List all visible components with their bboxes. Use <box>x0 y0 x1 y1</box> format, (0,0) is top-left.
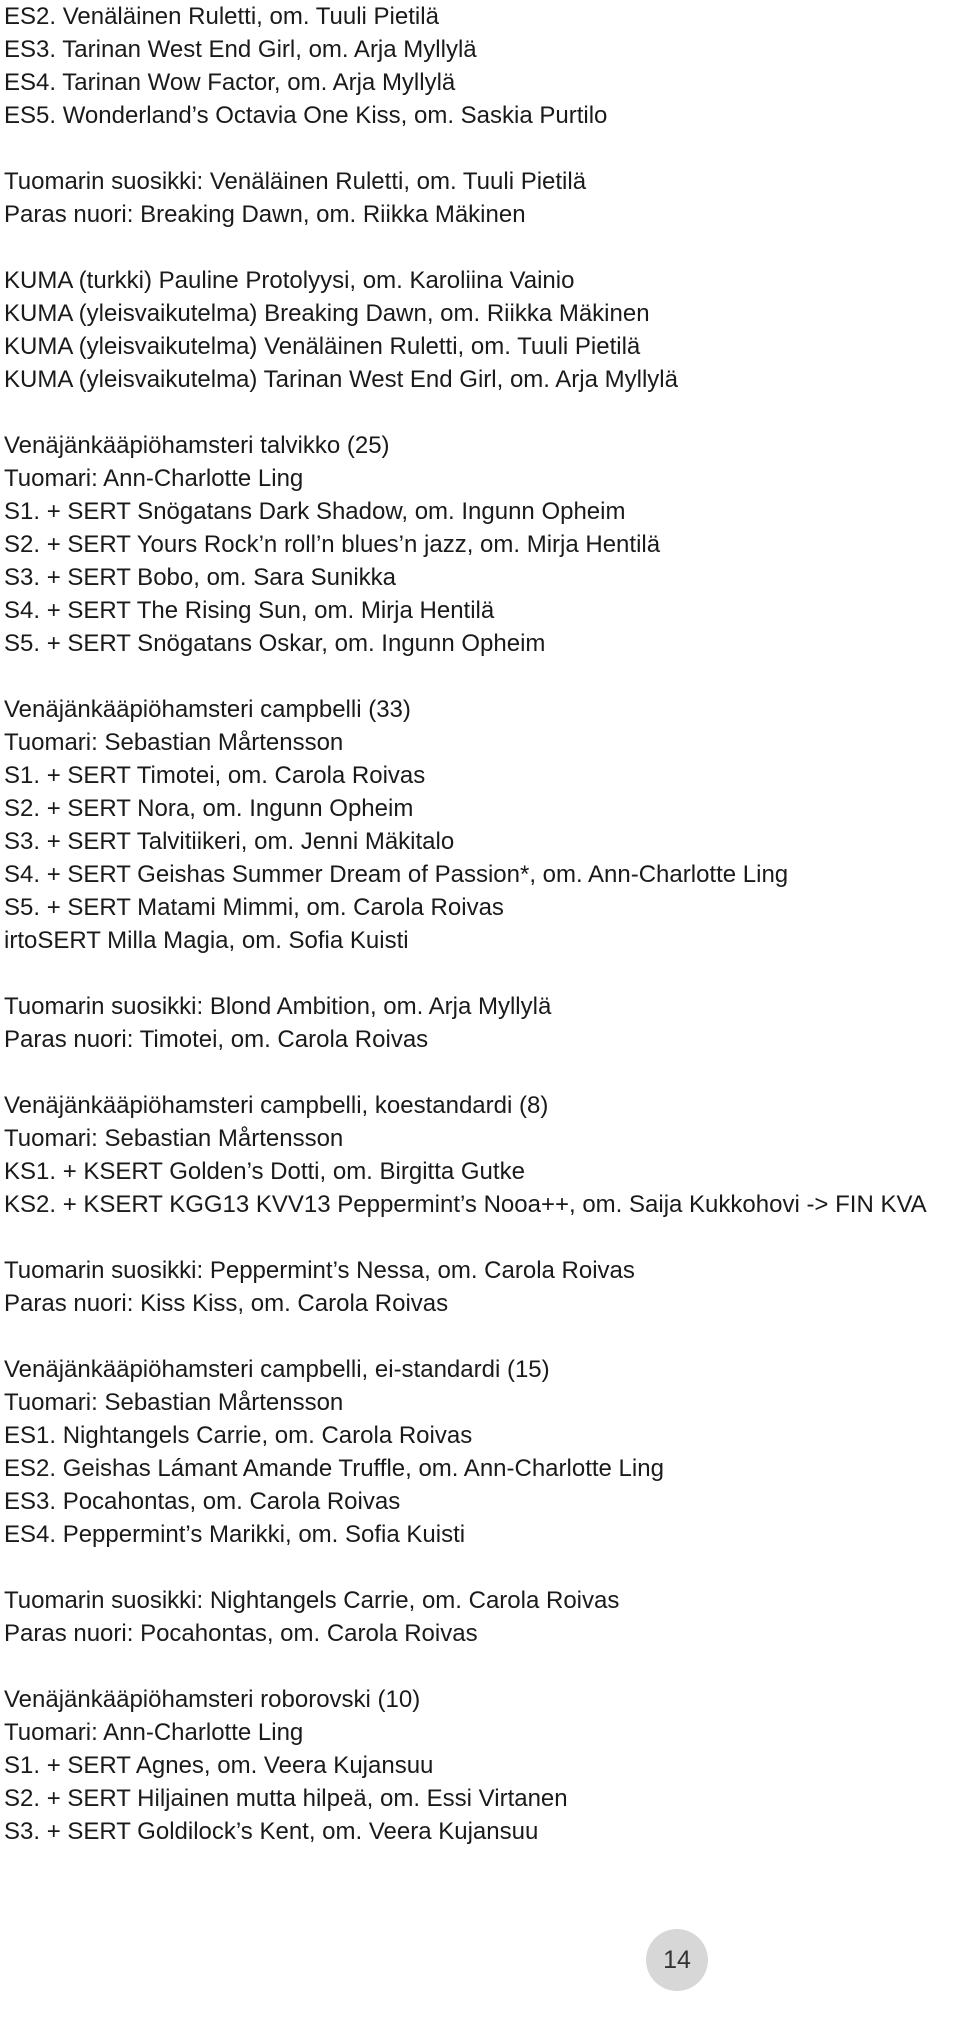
text-line: ES2. Geishas Lámant Amande Truffle, om. Ann-Charlotte Ling <box>4 1455 664 1482</box>
text-line: S2. + SERT Hiljainen mutta hilpeä, om. Essi Virtanen <box>4 1785 568 1812</box>
text-line: S1. + SERT Timotei, om. Carola Roivas <box>4 762 426 789</box>
block-spacer <box>4 957 956 990</box>
result-block <box>4 693 956 957</box>
text-line: S2. + SERT Nora, om. Ingunn Opheim <box>4 795 414 822</box>
text-line: KUMA (yleisvaikutelma) Tarinan West End Girl, om. Arja Myllylä <box>4 366 678 393</box>
text-line: S1. + SERT Snögatans Dark Shadow, om. Ingunn Opheim <box>4 498 626 525</box>
text-line: KUMA (yleisvaikutelma) Venäläinen Ruletti, om. Tuuli Pietilä <box>4 333 641 360</box>
text-line: Paras nuori: Pocahontas, om. Carola Roivas <box>4 1620 478 1647</box>
text-line: ES3. Tarinan West End Girl, om. Arja Myllylä <box>4 36 477 63</box>
block-spacer <box>4 1650 956 1683</box>
page-number-badge: 14 <box>646 1929 708 1991</box>
text-line: ES2. Venäläinen Ruletti, om. Tuuli Pietilä <box>4 3 439 30</box>
text-line: Venäjänkääpiöhamsteri talvikko (25) <box>4 432 390 459</box>
text-line: Tuomarin suosikki: Venäläinen Ruletti, om. Tuuli Pietilä <box>4 168 587 195</box>
text-line: Tuomari: Sebastian Mårtensson <box>4 1125 344 1152</box>
text-line: Tuomari: Ann-Charlotte Ling <box>4 1719 304 1746</box>
text-line: Venäjänkääpiöhamsteri campbelli (33) <box>4 696 411 723</box>
text-line: S3. + SERT Bobo, om. Sara Sunikka <box>4 564 396 591</box>
text-line: KUMA (turkki) Pauline Protolyysi, om. Karoliina Vainio <box>4 267 575 294</box>
result-block <box>4 1584 956 1650</box>
text-line: Tuomarin suosikki: Blond Ambition, om. Arja Myllylä <box>4 993 552 1020</box>
block-spacer <box>4 132 956 165</box>
block-spacer <box>4 1221 956 1254</box>
text-line: Paras nuori: Breaking Dawn, om. Riikka Mäkinen <box>4 201 526 228</box>
result-block <box>4 429 956 660</box>
text-line: ES4. Tarinan Wow Factor, om. Arja Myllylä <box>4 69 456 96</box>
block-spacer <box>4 1320 956 1353</box>
result-block <box>4 990 956 1056</box>
block-spacer <box>4 231 956 264</box>
text-line: KS2. + KSERT KGG13 KVV13 Peppermint’s Nooa++, om. Saija Kukkohovi -> FIN KVA <box>4 1191 927 1218</box>
text-line: Tuomari: Ann-Charlotte Ling <box>4 465 304 492</box>
text-line: S5. + SERT Snögatans Oskar, om. Ingunn Opheim <box>4 630 546 657</box>
result-block <box>4 1683 956 1848</box>
text-line: ES5. Wonderland’s Octavia One Kiss, om. Saskia Purtilo <box>4 102 608 129</box>
text-line: Venäjänkääpiöhamsteri campbelli, koestandardi (8) <box>4 1092 549 1119</box>
text-line: S2. + SERT Yours Rock’n roll’n blues’n jazz, om. Mirja Hentilä <box>4 531 661 558</box>
document-page <box>4 0 956 1848</box>
result-block <box>4 1089 956 1221</box>
text-line: S3. + SERT Talvitiikeri, om. Jenni Mäkitalo <box>4 828 455 855</box>
result-block <box>4 1254 956 1320</box>
text-line: S1. + SERT Agnes, om. Veera Kujansuu <box>4 1752 434 1779</box>
text-line: Tuomarin suosikki: Nightangels Carrie, om. Carola Roivas <box>4 1587 620 1614</box>
block-spacer <box>4 1551 956 1584</box>
text-line: S5. + SERT Matami Mimmi, om. Carola Roivas <box>4 894 504 921</box>
results-content <box>4 0 956 1848</box>
text-line: ES3. Pocahontas, om. Carola Roivas <box>4 1488 401 1515</box>
text-line: Tuomarin suosikki: Peppermint’s Nessa, om. Carola Roivas <box>4 1257 635 1284</box>
text-line: S4. + SERT Geishas Summer Dream of Passion*, om. Ann-Charlotte Ling <box>4 861 789 888</box>
result-block <box>4 1353 956 1551</box>
result-block <box>4 165 956 231</box>
text-line: Paras nuori: Kiss Kiss, om. Carola Roivas <box>4 1290 449 1317</box>
text-line: Paras nuori: Timotei, om. Carola Roivas <box>4 1026 429 1053</box>
text-line: S4. + SERT The Rising Sun, om. Mirja Hentilä <box>4 597 495 624</box>
text-line: Venäjänkääpiöhamsteri roborovski (10) <box>4 1686 421 1713</box>
text-line: ES1. Nightangels Carrie, om. Carola Roivas <box>4 1422 473 1449</box>
text-line: S3. + SERT Goldilock’s Kent, om. Veera Kujansuu <box>4 1818 539 1845</box>
text-line: irtoSERT Milla Magia, om. Sofia Kuisti <box>4 927 409 954</box>
result-block <box>4 264 956 396</box>
text-line: KUMA (yleisvaikutelma) Breaking Dawn, om. Riikka Mäkinen <box>4 300 650 327</box>
text-line: Tuomari: Sebastian Mårtensson <box>4 729 344 756</box>
text-line: Venäjänkääpiöhamsteri campbelli, ei-standardi (15) <box>4 1356 550 1383</box>
text-line: KS1. + KSERT Golden’s Dotti, om. Birgitta Gutke <box>4 1158 525 1185</box>
text-line: Tuomari: Sebastian Mårtensson <box>4 1389 344 1416</box>
block-spacer <box>4 660 956 693</box>
text-line: ES4. Peppermint’s Marikki, om. Sofia Kuisti <box>4 1521 466 1548</box>
result-block <box>4 0 956 132</box>
block-spacer <box>4 396 956 429</box>
block-spacer <box>4 1056 956 1089</box>
